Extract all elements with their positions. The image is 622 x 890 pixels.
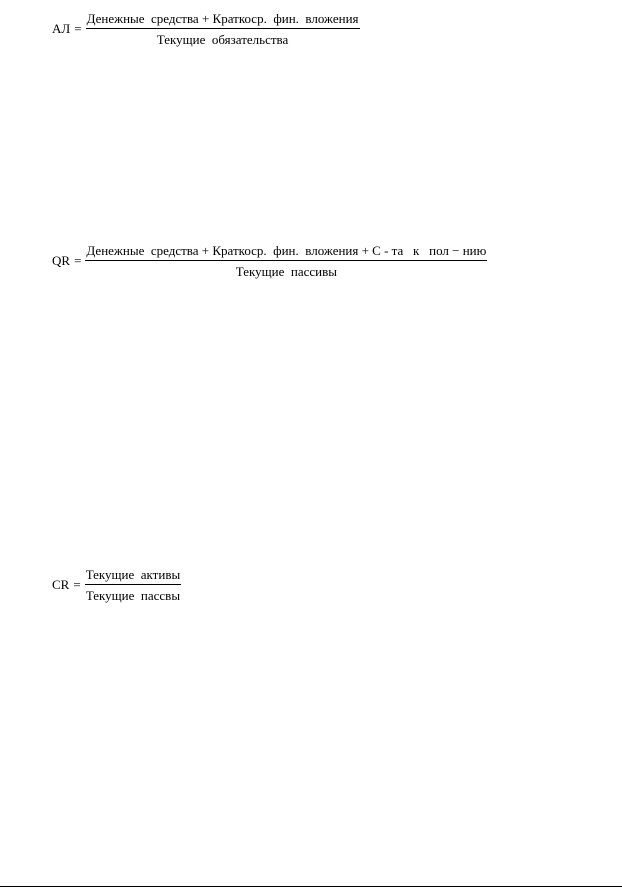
fraction <box>85 566 182 604</box>
fraction <box>86 10 360 48</box>
fraction-denominator: Текущие пассвы <box>85 588 181 603</box>
formula-quick-ratio <box>52 242 487 280</box>
fraction-numerator: Денежные средства + Краткоср. фин. вложения <box>86 11 359 26</box>
formula-lhs: CR <box>52 577 70 592</box>
fraction-denominator: Текущие пассивы <box>235 264 337 279</box>
fraction-denominator: Текущие обязательства <box>156 32 289 47</box>
fraction <box>85 242 487 280</box>
equals-sign: = <box>73 577 81 592</box>
equals-sign: = <box>74 253 82 268</box>
formula-lhs: QR <box>52 253 71 268</box>
fraction-numerator: Денежные средства + Краткоср. фин. вложения + С - та к пол − нию <box>86 243 487 258</box>
formula-absolute-liquidity <box>52 10 360 48</box>
formula-lhs: АЛ <box>52 21 71 36</box>
equals-sign: = <box>74 21 82 36</box>
formula-current-ratio <box>52 566 181 604</box>
fraction-numerator: Текущие активы <box>85 567 181 582</box>
page-bottom-rule <box>0 886 622 887</box>
